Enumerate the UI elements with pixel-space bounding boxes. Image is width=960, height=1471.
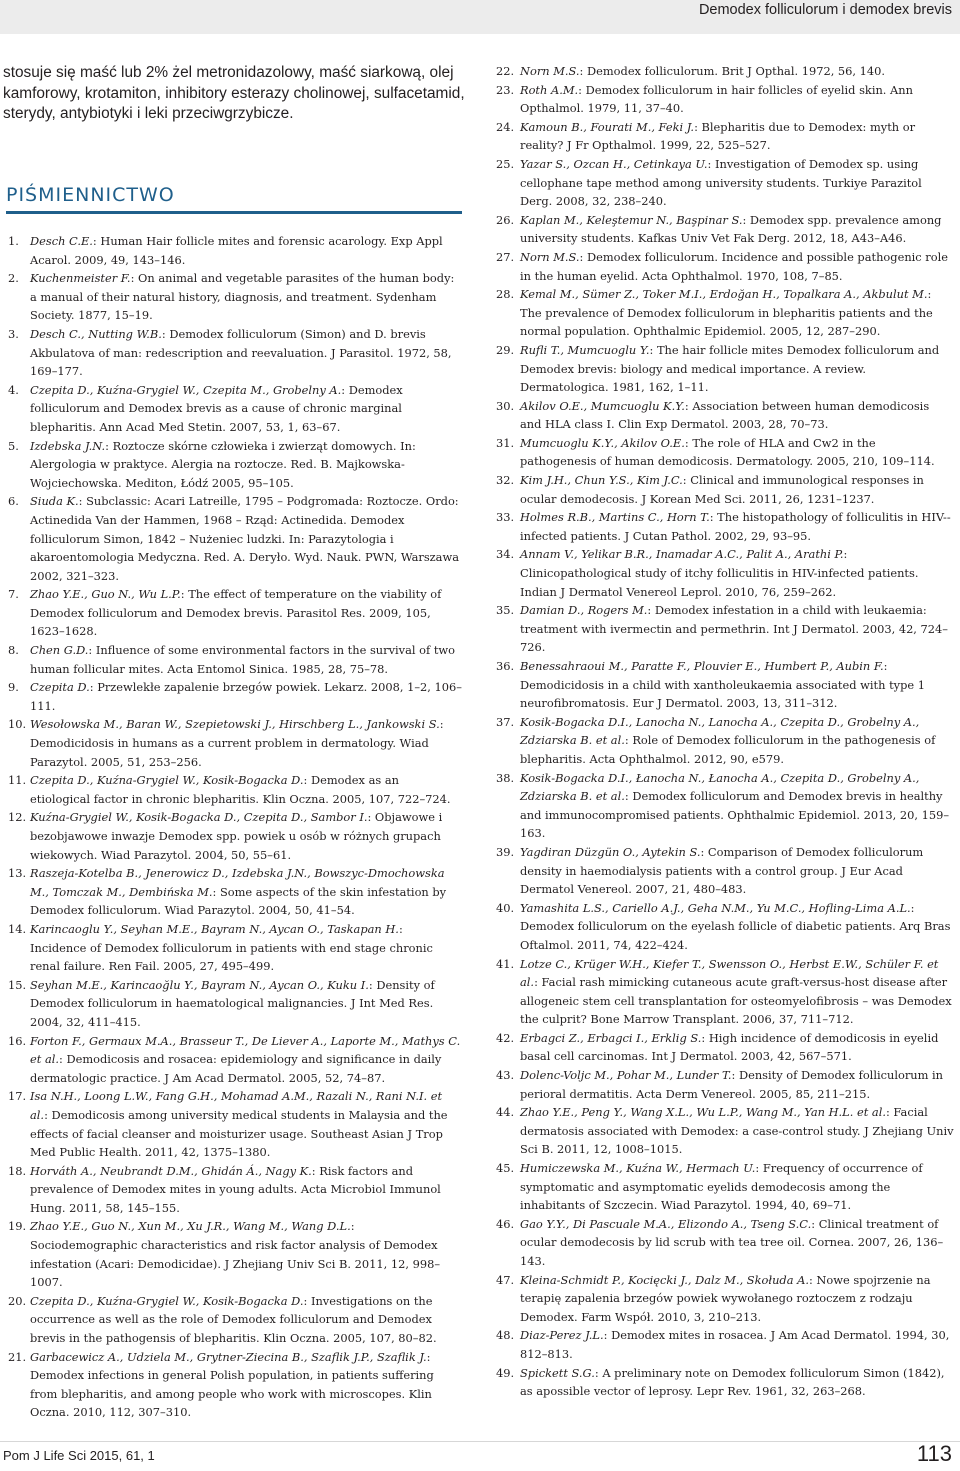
- reference-number: 24.: [496, 119, 515, 134]
- reference-authors: Karincaoglu Y., Seyhan M.E., Bayram N., Aycan O., Taskapan H.: [30, 921, 399, 936]
- reference-item: [496, 1103, 954, 1159]
- reference-number: 20.: [8, 1293, 27, 1308]
- reference-number: 23.: [496, 82, 515, 97]
- reference-authors: Kuźna-Grygiel W., Kosik-Bogacka D., Czepita D., Sambor I.: [30, 810, 368, 825]
- reference-item: [8, 1348, 462, 1422]
- reference-text: : Frequency of occurrence of symptomatic and asymptomatic eyelids demodecosis among the inhabitants of Szczecin. Wiad Parazytol. 1994, 40, 69–71.: [520, 1161, 923, 1213]
- reference-item: [496, 955, 954, 1029]
- reference-item: [496, 1364, 954, 1401]
- reference-text: : Subclassic: Acari Latreille, 1795 – Podgromada: Roztocze. Ordo: Actinedida Van der Hammen, 1968 – Rząd: Actinedida. Demodex folliculorum Simon, 1842 – Nużeniec ludzki. In: Parazytologia i akaroentomologia Medyczna. Red. A. Deryło. Wyd. Nauk. PWN, Warszawa 2002, 321–323.: [30, 494, 459, 583]
- reference-authors: Czepita D., Kuźna-Grygiel W., Kosik-Bogacka D.: [30, 773, 304, 788]
- reference-text: : Demodicosis among university medical students in Malaysia and the effects of facial cleanser and moisturizer usage. Southeast Asian J Trop Med Public Health. 2011, 42, 1375–1380.: [30, 1107, 448, 1160]
- reference-authors: Yamashita L.S., Cariello A.J., Geha N.M., Yu M.C., Hofling-Lima A.L.: [520, 900, 911, 915]
- reference-item: [8, 678, 462, 715]
- reference-number: 16.: [8, 1033, 27, 1048]
- reference-authors: Yazar S., Ozcan H., Cetinkaya U.: [520, 156, 708, 171]
- reference-item: [496, 434, 954, 471]
- reference-item: [8, 269, 462, 325]
- reference-text: : On animal and vegetable parasites of the human body: a manual of their natural history, diagnosis, and treatment. Sydenham Society. 1877, 15–19.: [30, 271, 455, 323]
- reference-authors: Damian D., Rogers M.: [520, 603, 648, 618]
- reference-item: [496, 1029, 954, 1066]
- reference-number: 4.: [8, 382, 19, 397]
- reference-authors: Raszeja-Kotelba B., Jenerowicz D., Izdebska J.N., Bowszyc-Dmochowska M., Tomczak M., Dembińska M.: [30, 866, 445, 899]
- reference-text: : Demodex folliculorum and Demodex brevis in healthy and immunocompromised patients. Ophthalmic Epidemiol. 2013, 20, 159–163.: [520, 789, 950, 841]
- reference-authors: Kim J.H., Chun Y.S., Kim J.C.: [520, 473, 683, 488]
- reference-item: [496, 397, 954, 434]
- reference-item: [8, 1292, 462, 1348]
- reference-authors: Lotze C., Krüger W.H., Kiefer T., Swensson O., Herbst E.W., Schüler F. et al.: [520, 956, 939, 990]
- reference-item: [496, 545, 954, 601]
- reference-text: : Demodex spp. prevalence among university students. Kafkas Univ Vet Fak Derg. 2012, 18, A43–A46.: [520, 212, 942, 246]
- reference-number: 30.: [496, 398, 515, 413]
- reference-number: 31.: [496, 435, 515, 450]
- reference-authors: Roth A.M.: [520, 82, 579, 97]
- reference-authors: Wesołowska M., Baran W., Szepietowski J., Hirschberg L., Jankowski S.: [30, 717, 440, 732]
- reference-item: [496, 1215, 954, 1271]
- reference-text: : Human Hair follicle mites and forensic acarology. Exp Appl Acarol. 2009, 49, 143–146.: [30, 234, 443, 267]
- reference-text: : Facial dermatosis associated with Demodex: a case-control study. J Zhejiang Univ Sci B. 2011, 12, 1008–1015.: [520, 1105, 954, 1157]
- reference-authors: Czepita D.: [30, 680, 90, 695]
- reference-text: : Risk factors and prevalence of Demodex mites in young adults. Acta Microbiol Immunol Hung. 2011, 58, 145–155.: [30, 1163, 441, 1215]
- reference-text: : The role of HLA and Cw2 in the pathogenesis of human demodicosis. Dermatology. 2005, 210, 109–114.: [520, 435, 935, 469]
- reference-number: 27.: [496, 249, 515, 264]
- reference-number: 35.: [496, 603, 515, 618]
- reference-item: [8, 232, 462, 269]
- reference-text: : Density of Demodex folliculorum in perioral dermatitis. Acta Derm Venereol. 2005, 85, 211–215.: [520, 1068, 944, 1101]
- reference-item: [496, 341, 954, 397]
- reference-text: : Demodex mites in rosacea. J Am Acad Dermatol. 1994, 30, 812–813.: [520, 1328, 950, 1361]
- reference-number: 39.: [496, 844, 515, 859]
- reference-text: : Association between human demodicosis and HLA class I. Clin Exp Dermatol. 2003, 28, 70–73.: [520, 398, 930, 432]
- reference-number: 46.: [496, 1216, 515, 1231]
- reference-number: 45.: [496, 1161, 515, 1176]
- reference-authors: Norn M.S.: [520, 249, 580, 264]
- reference-item: [496, 1159, 954, 1215]
- reference-number: 26.: [496, 212, 515, 227]
- reference-item: [496, 769, 954, 843]
- reference-number: 43.: [496, 1068, 515, 1083]
- reference-number: 36.: [496, 659, 515, 673]
- reference-item: [496, 211, 954, 248]
- reference-list-left-column: [8, 232, 462, 1422]
- reference-text: : Demodicosis and rosacea: epidemiology and significance in daily dermatologic practice. J Am Acad Dermatol. 2005, 52, 74–87.: [30, 1052, 442, 1085]
- reference-authors: Izdebska J.N.: [30, 438, 106, 453]
- reference-number: 44.: [496, 1105, 515, 1120]
- reference-text: : Demodicidosis in a child with xantholeukaemia associated with type 1 neurofibromatosis. Eur J Dermatol. 2003, 13, 311–312.: [520, 659, 926, 711]
- reference-authors: Kemal M., Sümer Z., Toker M.I., Erdoğan H., Topalkara A., Akbulut M.: [520, 287, 928, 302]
- reference-number: 9.: [8, 680, 19, 695]
- reference-item: [496, 508, 954, 545]
- reference-number: 49.: [496, 1365, 515, 1380]
- reference-item: [496, 81, 954, 118]
- reference-item: [496, 248, 954, 285]
- reference-authors: Siuda K.: [30, 494, 79, 509]
- reference-number: 3.: [8, 326, 19, 341]
- reference-item: [496, 1326, 954, 1363]
- reference-number: 48.: [496, 1328, 515, 1343]
- reference-item: [8, 437, 462, 493]
- reference-authors: Kosik-Bogacka D.I., Łanocha N., Łanocha A., Czepita D., Grobelny A., Zdziarska B. et al.: [520, 770, 920, 804]
- reference-item: [496, 62, 954, 81]
- reference-item: [8, 864, 462, 920]
- reference-authors: Chen G.D.: [30, 643, 89, 658]
- reference-text: : Demodicidosis in humans as a current problem in dermatology. Wiad Parazytol. 2005, 51, 253–256.: [30, 717, 444, 769]
- reference-item: [8, 920, 462, 976]
- reference-text: : Blepharitis due to Demodex: myth or reality? J Fr Opthalmol. 1999, 22, 525–527.: [520, 119, 916, 153]
- reference-authors: Isa N.H., Loong L.W., Fang G.H., Mohamad A.M., Razali N., Rani N.I. et al.: [30, 1089, 443, 1122]
- reference-item: [8, 325, 462, 381]
- reference-authors: Horváth A., Neubrandt D.M., Ghidán Á., Nagy K.: [30, 1163, 312, 1178]
- reference-text: : Demodex folliculorum on the eyelash follicle of diabetic patients. Arq Bras Oftalmol. 2011, 74, 422–424.: [520, 900, 951, 952]
- reference-text: : High incidence of demodicosis in eyelid basal cell carcinomas. Int J Dermatol. 2003, 42, 567–571.: [520, 1030, 939, 1064]
- reference-authors: Mumcuoglu K.Y., Akilov O.E.: [520, 435, 685, 450]
- reference-authors: Diaz-Perez J.L.: [520, 1328, 604, 1343]
- reference-number: 21.: [8, 1349, 27, 1364]
- reference-authors: Norn M.S.: [520, 64, 580, 78]
- reference-number: 33.: [496, 510, 515, 525]
- reference-text: : Demodex folliculorum (Simon) and D. brevis Akbulatova of man: redescription and reevaluation. J Parasitol. 1972, 58, 169–177.: [30, 326, 452, 379]
- reference-text: : Demodex infections in general Polish population, in patients suffering from blepharitis, and among people who work with microscopes. Klin Oczna. 2010, 112, 307–310.: [30, 1349, 434, 1420]
- reference-authors: Seyhan M.E., Karincaoğlu Y., Bayram N., Aycan O., Kuku I.: [30, 977, 369, 992]
- reference-item: [496, 118, 954, 155]
- reference-item: [496, 713, 954, 769]
- reference-authors: Zhao Y.E., Guo N., Xun M., Xu J.R., Wang M., Wang D.L.: [30, 1219, 351, 1234]
- reference-text: : The prevalence of Demodex folliculorum in blepharitis patients and the normal population. Ophthalmic Epidemiol. 2005, 12, 287–290.: [520, 287, 933, 339]
- reference-number: 2.: [8, 271, 19, 286]
- reference-authors: Annam V., Yelikar B.R., Inamadar A.C., Palit A., Arathi P.: [520, 547, 844, 562]
- reference-authors: Zhao Y.E., Peng Y., Wang X.L., Wu L.P., Wang M., Yan H.L. et al.: [520, 1105, 886, 1120]
- reference-text: : Demodex as an etiological factor in chronic blepharitis. Klin Oczna. 2005, 107, 722–724.: [30, 773, 451, 806]
- reference-authors: Gao Y.Y., Di Pascuale M.A., Elizondo A., Tseng S.C.: [520, 1216, 812, 1231]
- reference-item: [8, 381, 462, 437]
- reference-number: 42.: [496, 1030, 515, 1045]
- reference-item: [496, 1271, 954, 1327]
- reference-text: : Nowe spojrzenie na terapię zapalenia brzegów powiek wywołanego roztoczem z rodzaju Demodex. Farm Współ. 2010, 3, 210–213.: [520, 1272, 931, 1324]
- reference-number: 40.: [496, 900, 515, 915]
- reference-number: 6.: [8, 494, 19, 509]
- reference-text: : A preliminary note on Demodex folliculorum Simon (1842), as apossible vector of leprosy. Lepr Rev. 1961, 32, 263–268.: [520, 1365, 945, 1399]
- reference-item: [8, 492, 462, 585]
- reference-item: [496, 899, 954, 955]
- section-title-rule: [6, 211, 462, 214]
- reference-number: 41.: [496, 956, 515, 971]
- reference-authors: Spickett S.G.: [520, 1365, 595, 1380]
- reference-item: [8, 1217, 462, 1291]
- reference-authors: Akilov O.E., Mumcuoglu K.Y.: [520, 398, 685, 413]
- reference-authors: Kamoun B., Fourati M., Feki J.: [520, 119, 695, 134]
- reference-text: : Demodex folliculorum in hair follicles of eyelid skin. Ann Opthalmol. 1979, 11, 37–40.: [520, 82, 913, 116]
- reference-text: : Roztocze skórne człowieka i zwierząt domowych. In: Alergologia w praktyce. Alergia na roztocze. Red. B. Majkowska-Wojciechowska. Mediton, Łódź 2005, 95–105.: [30, 438, 416, 490]
- reference-item: [8, 585, 462, 641]
- reference-number: 14.: [8, 921, 27, 936]
- reference-authors: Desch C.E.: [30, 234, 93, 248]
- reference-authors: Garbacewicz A., Udziela M., Grytner-Ziecina B., Szaflik J.P., Szaflik J.: [30, 1349, 427, 1364]
- reference-authors: Humiczewska M., Kuźna W., Hermach U.: [520, 1161, 756, 1176]
- reference-text: : The hair follicle mites Demodex folliculorum and Demodex brevis: biology and medical importance. A review. Dermatologica. 1981, 162, 1–11.: [520, 342, 940, 395]
- reference-authors: Kleina-Schmidt P., Kocięcki J., Dalz M., Skołuda A.: [520, 1272, 809, 1287]
- reference-authors: Erbagci Z., Erbagci I., Erklig S.: [520, 1030, 702, 1045]
- reference-number: 1.: [8, 234, 19, 248]
- running-title: Demodex folliculorum i demodex brevis: [698, 2, 952, 18]
- reference-text: : Density of Demodex folliculorum in haematological malignancies. J Int Med Res. 2004, 32, 411–415.: [30, 977, 435, 1029]
- reference-number: 37.: [496, 714, 515, 729]
- reference-number: 17.: [8, 1089, 27, 1104]
- intro-paragraph: stosuje się maść lub 2% żel metronidazolowy, maść siarkową, olej kamforowy, krotamiton, inhibitory esterazy cholinowej, sulfacetamid, sterydy, antybiotyki i leki przeciwgrzybicze.: [3, 64, 465, 123]
- reference-text: : Objawowe i bezobjawowe inwazje Demodex spp. powiek u osób w różnych grupach wiekowych. Wiad Parazytol. 2004, 50, 55–61.: [30, 810, 443, 862]
- reference-text: : Investigation of Demodex sp. using cellophane tape method among university students. Turkiye Parazitol Derg. 2008, 32, 238–240.: [520, 156, 922, 209]
- reference-authors: Kosik-Bogacka D.I., Lanocha N., Lanocha A., Czepita D., Grobelny A., Zdziarska B. et al.: [520, 714, 920, 748]
- reference-text: : Demodex folliculorum and Demodex brevis as a cause of chronic marginal blepharitis. Ann Acad Med Stetin. 2007, 53, 1, 63–67.: [30, 382, 403, 434]
- reference-authors: Desch C., Nutting W.B.: [30, 326, 162, 341]
- reference-number: 25.: [496, 156, 515, 171]
- reference-item: [8, 1032, 462, 1088]
- reference-number: 12.: [8, 810, 27, 825]
- reference-number: 13.: [8, 866, 27, 881]
- reference-number: 38.: [496, 770, 515, 785]
- footer-rule: [0, 1441, 960, 1442]
- reference-list-right-column: [496, 62, 954, 1401]
- reference-text: : Comparison of Demodex folliculorum density in haemodialysis patients with a control group. J Eur Acad Dermatol Venereol. 2007, 21, 480–483.: [520, 844, 924, 897]
- reference-number: 15.: [8, 977, 27, 992]
- reference-item: [8, 1087, 462, 1161]
- reference-item: [496, 843, 954, 899]
- reference-number: 34.: [496, 547, 515, 562]
- reference-authors: Zhao Y.E., Guo N., Wu L.P.: [30, 587, 181, 602]
- reference-text: : Sociodemographic characteristics and risk factor analysis of Demodex infestation (Acari: Demodicidae). J Zhejiang Univ Sci B. 2011, 12, 998–1007.: [30, 1219, 441, 1290]
- reference-number: 8.: [8, 643, 19, 658]
- reference-item: [496, 471, 954, 508]
- running-header-bar: [0, 0, 960, 34]
- reference-number: 29.: [496, 342, 515, 357]
- reference-item: [496, 657, 954, 713]
- reference-text: : Some aspects of the skin infestation by Demodex folliculorum. Wiad Parazytol. 2004, 50, 41–54.: [30, 884, 447, 918]
- reference-text: : Investigations on the occurrence as well as the role of Demodex folliculorum and Demodex brevis in the pathogensis of blepharitis. Klin Oczna. 2005, 107, 80–82.: [30, 1293, 437, 1346]
- reference-item: [8, 641, 462, 678]
- reference-number: 28.: [496, 287, 515, 302]
- reference-authors: Benessahraoui M., Paratte F., Plouvier E., Humbert P., Aubin F.: [520, 659, 884, 673]
- reference-item: [8, 808, 462, 864]
- reference-authors: Forton F., Germaux M.A., Brasseur T., De Liever A., Laporte M., Mathys C. et al.: [30, 1033, 461, 1067]
- reference-number: 11.: [8, 773, 27, 788]
- reference-authors: Rufli T., Mumcuoglu Y.: [520, 342, 650, 357]
- reference-text: : Incidence of Demodex folliculorum in patients with end stage chronic renal failure. Ren Fail. 2005, 27, 495–499.: [30, 921, 433, 974]
- reference-number: 5.: [8, 438, 19, 453]
- reference-authors: Holmes R.B., Martins C., Horn T.: [520, 510, 710, 525]
- reference-item: [8, 715, 462, 771]
- reference-authors: Czepita D., Kuźna-Grygiel W., Kosik-Bogacka D.: [30, 1293, 304, 1308]
- reference-text: : Demodex infestation in a child with leukaemia: treatment with ivermectin and permethrin. Int J Dermatol. 2003, 42, 724–726.: [520, 603, 948, 655]
- section-title: PIŚMIENNICTWO: [6, 184, 175, 206]
- reference-item: [496, 1066, 954, 1103]
- reference-item: [8, 771, 462, 808]
- reference-item: [496, 285, 954, 341]
- reference-authors: Czepita D., Kuźna-Grygiel W., Czepita M., Grobelny A.: [30, 382, 342, 397]
- reference-text: : Przewlekłe zapalenie brzegów powiek. Lekarz. 2008, 1–2, 106–111.: [30, 680, 462, 713]
- reference-number: 19.: [8, 1219, 27, 1234]
- reference-authors: Yagdiran Düzgün O., Aytekin S.: [520, 844, 701, 859]
- reference-text: : The effect of temperature on the viability of Demodex folliculorum and Demodex brevis. Parasitol Res. 2009, 105, 1623–1628.: [30, 587, 442, 639]
- page-number: 113: [916, 1441, 952, 1466]
- reference-authors: Kaplan M., Keleştemur N., Başpinar S.: [520, 212, 743, 227]
- reference-text: : The histopathology of folliculitis in HIV--infected patients. J Cutan Pathol. 2002, 29, 93–95.: [520, 510, 951, 543]
- reference-text: : Clinical and immunological responses in ocular demodecosis. J Korean Med Sci. 2011, 26, 1231–1237.: [520, 473, 924, 506]
- reference-number: 22.: [496, 64, 515, 78]
- reference-text: : Clinical treatment of ocular demodecosis by lid scrub with tea tree oil. Cornea. 2007, 26, 136–143.: [520, 1216, 944, 1268]
- reference-text: : Influence of some environmental factors in the survival of two human follicular mites. Acta Entomol Sinica. 1985, 28, 75–78.: [30, 643, 456, 676]
- journal-citation: Pom J Life Sci 2015, 61, 1: [3, 1448, 155, 1463]
- reference-text: : Demodex folliculorum. Brit J Opthal. 1972, 56, 140.: [579, 64, 886, 78]
- reference-item: [496, 155, 954, 211]
- reference-text: : Role of Demodex folliculorum in the pathogenesis of blepharitis. Acta Ophthalmol. 2012, 90, e579.: [520, 733, 936, 766]
- reference-authors: Kuchenmeister F.: [30, 271, 131, 286]
- reference-number: 7.: [8, 587, 19, 602]
- reference-number: 18.: [8, 1163, 27, 1178]
- reference-item: [8, 1162, 462, 1218]
- reference-text: : Facial rash mimicking cutaneous acute graft-versus-host disease after allogeneic stem cell transplantation for osteomyelofibrosis – was Demodex the culprit? Bone Marrow Transplant. 2006, 37, 711–712.: [520, 975, 952, 1027]
- reference-item: [496, 601, 954, 657]
- reference-text: : Clinicopathological study of itchy folliculitis in HIV-infected patients. Indian J Dermatol Venereol Leprol. 2010, 76, 259–262.: [520, 547, 919, 599]
- reference-text: : Demodex folliculorum. Incidence and possible pathogenic role in the human eyelid. Acta Ophthalmol. 1970, 108, 7–85.: [520, 249, 948, 283]
- reference-authors: Dolenc-Voljc M., Pohar M., Lunder T.: [520, 1068, 732, 1083]
- reference-number: 32.: [496, 473, 515, 488]
- reference-item: [8, 976, 462, 1032]
- reference-number: 47.: [496, 1272, 515, 1287]
- reference-number: 10.: [8, 717, 27, 732]
